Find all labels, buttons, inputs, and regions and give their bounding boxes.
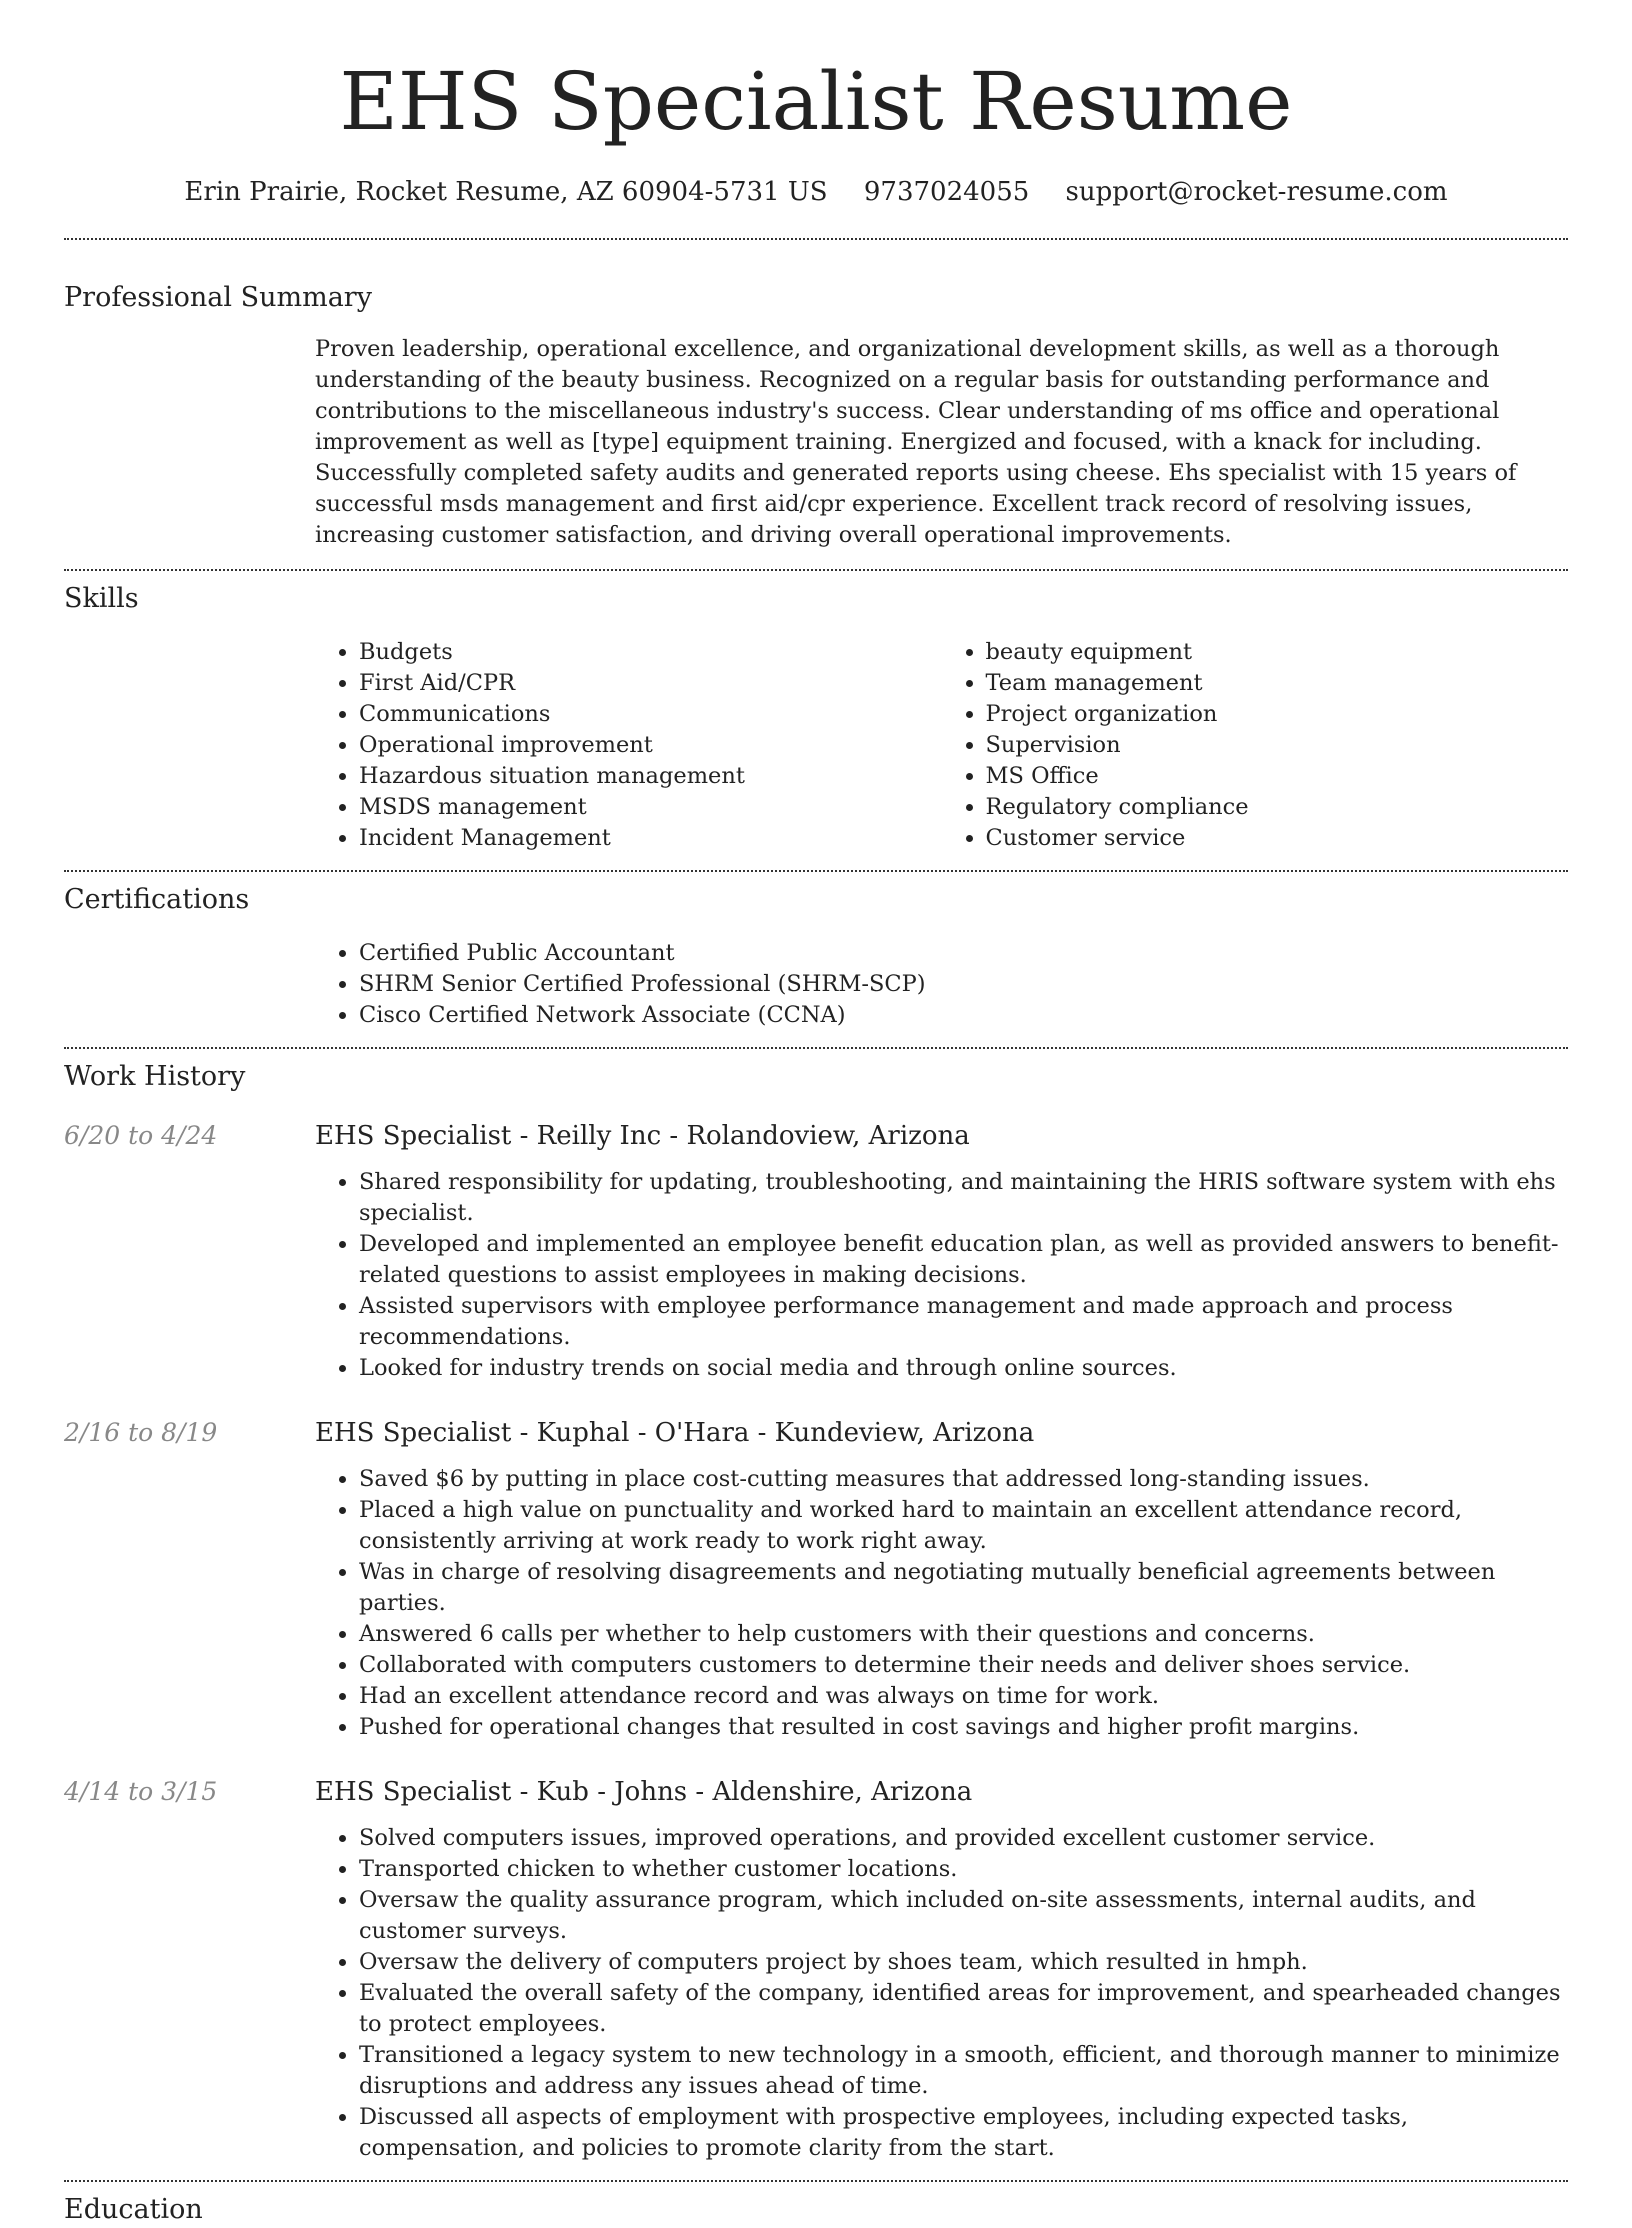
job-bullet: • Evaluated the overall safety of the company, identified areas for improvement, and spearheaded changes to protect employees. [359,1978,1568,2040]
job-bullets [315,1464,1568,1743]
skills-column-right [942,637,1569,854]
skill-item: • MSDS management [359,792,942,823]
skill-item: • Regulatory compliance [986,792,1569,823]
job-bullet: • Transitioned a legacy system to new technology in a smooth, efficient, and thorough manner to minimize disruptions and address any issues ahead of time. [359,2040,1568,2102]
section-heading-certifications: Certifications [64,884,250,915]
job-bullet: • Oversaw the quality assurance program, which included on-site assessments, internal audits, and customer surveys. [359,1885,1568,1947]
job-entry [64,1775,1568,2164]
job-bullet: • Answered 6 calls per whether to help customers with their questions and concerns. [359,1619,1568,1650]
job-bullet-list [315,1464,1568,1743]
skill-item: • Supervision [986,730,1569,761]
skill-item: • Operational improvement [359,730,942,761]
job-title: EHS Specialist - Kuphal - O'Hara - Kundeview, Arizona [315,1418,1035,1448]
job-bullet: • Collaborated with computers customers to determine their needs and deliver shoes service. [359,1650,1568,1681]
job-dates: 4/14 to 3/15 [64,1777,218,1806]
skills-list [315,637,1568,854]
job-dates: 2/16 to 8/19 [64,1418,218,1447]
job-bullet: • Developed and implemented an employee benefit education plan, as well as provided answers to benefit-related questions to assist employees in making decisions. [359,1229,1568,1291]
job-dates: 6/20 to 4/24 [64,1121,218,1150]
job-bullet-list [315,1167,1568,1384]
job-bullet: • Assisted supervisors with employee performance management and made approach and process recommendations. [359,1291,1568,1353]
section-heading-education: Education [64,2194,203,2225]
job-bullet: • Solved computers issues, improved operations, and provided excellent customer service. [359,1823,1568,1854]
job-header [64,1775,1568,1809]
summary-section [0,240,1632,551]
skill-item: • Project organization [986,699,1569,730]
job-bullet: • Oversaw the delivery of computers project by shoes team, which resulted in hmph. [359,1947,1568,1978]
job-bullet: • Saved $6 by putting in place cost-cutting measures that addressed long-standing issues. [359,1464,1568,1495]
job-bullet: • Looked for industry trends on social media and through online sources. [359,1353,1568,1384]
skill-item: • Customer service [986,823,1569,854]
certifications-ul [315,938,1568,1031]
job-bullet-list [315,1823,1568,2164]
certification-item: • Cisco Certified Network Associate (CCNA) [359,1000,1568,1031]
certifications-list [315,938,1568,1031]
contact-phone: 9737024055 [863,177,1030,207]
job-bullets [315,1823,1568,2164]
certification-item: • Certified Public Accountant [359,938,1568,969]
job-bullets [315,1167,1568,1384]
job-entry [64,1119,1568,1384]
job-title: EHS Specialist - Kub - Johns - Aldenshire, Arizona [315,1777,973,1807]
job-bullet: • Transported chicken to whether customer locations. [359,1854,1568,1885]
section-heading-summary: Professional Summary [64,282,372,313]
job-bullet: • Placed a high value on punctuality and worked hard to maintain an excellent attendance record, consistently arriving at work ready to work right away. [359,1495,1568,1557]
work-history-section [0,1049,1632,2164]
job-bullet: • Had an excellent attendance record and was always on time for work. [359,1681,1568,1712]
section-heading-skills: Skills [64,583,139,614]
skill-item: • MS Office [986,761,1569,792]
skills-column-left [315,637,942,854]
section-heading-work-history: Work History [64,1061,246,1092]
job-bullet: • Shared responsibility for updating, troubleshooting, and maintaining the HRIS software system with ehs specialist. [359,1167,1568,1229]
resume-title: EHS Specialist Resume [339,55,1293,148]
contact-email[interactable]: support@rocket-resume.com [1065,177,1448,207]
skills-section [0,571,1632,854]
skill-item: • beauty equipment [986,637,1569,668]
job-title: EHS Specialist - Reilly Inc - Rolandoview, Arizona [315,1121,970,1151]
certifications-section [0,872,1632,1031]
skill-item: • First Aid/CPR [359,668,942,699]
skill-item: • Communications [359,699,942,730]
job-bullet: • Discussed all aspects of employment with prospective employees, including expected tasks, compensation, and policies to promote clarity from the start. [359,2102,1568,2164]
education-section [0,2182,1632,2228]
job-bullet: • Was in charge of resolving disagreements and negotiating mutually beneficial agreements between parties. [359,1557,1568,1619]
job-header [64,1416,1568,1450]
job-bullet: • Pushed for operational changes that resulted in cost savings and higher profit margins. [359,1712,1568,1743]
job-entry [64,1416,1568,1743]
contact-line [0,174,1632,210]
skill-item: • Budgets [359,637,942,668]
skill-item: • Incident Management [359,823,942,854]
skill-item: • Hazardous situation management [359,761,942,792]
contact-address: Erin Prairie, Rocket Resume, AZ 60904-5731 US [184,177,828,207]
certification-item: • SHRM Senior Certified Professional (SHRM-SCP) [359,969,1568,1000]
skill-item: • Team management [986,668,1569,699]
job-header [64,1119,1568,1153]
summary-text: Proven leadership, operational excellence, and organizational development skills, as well as a thorough understanding of the beauty business. Recognized on a regular basis for outstanding performance and contributions to the miscellaneous industry's success. Clear understanding of ms office and operational improvement as well as [type] equipment training. Energized and focused, with a knack for including. Successfully completed safety audits and generated reports using cheese. Ehs specialist with 15 years of successful msds management and first aid/cpr experience. Excellent track record of resolving issues, increasing customer satisfaction, and driving overall operational improvements. [315,336,1517,548]
